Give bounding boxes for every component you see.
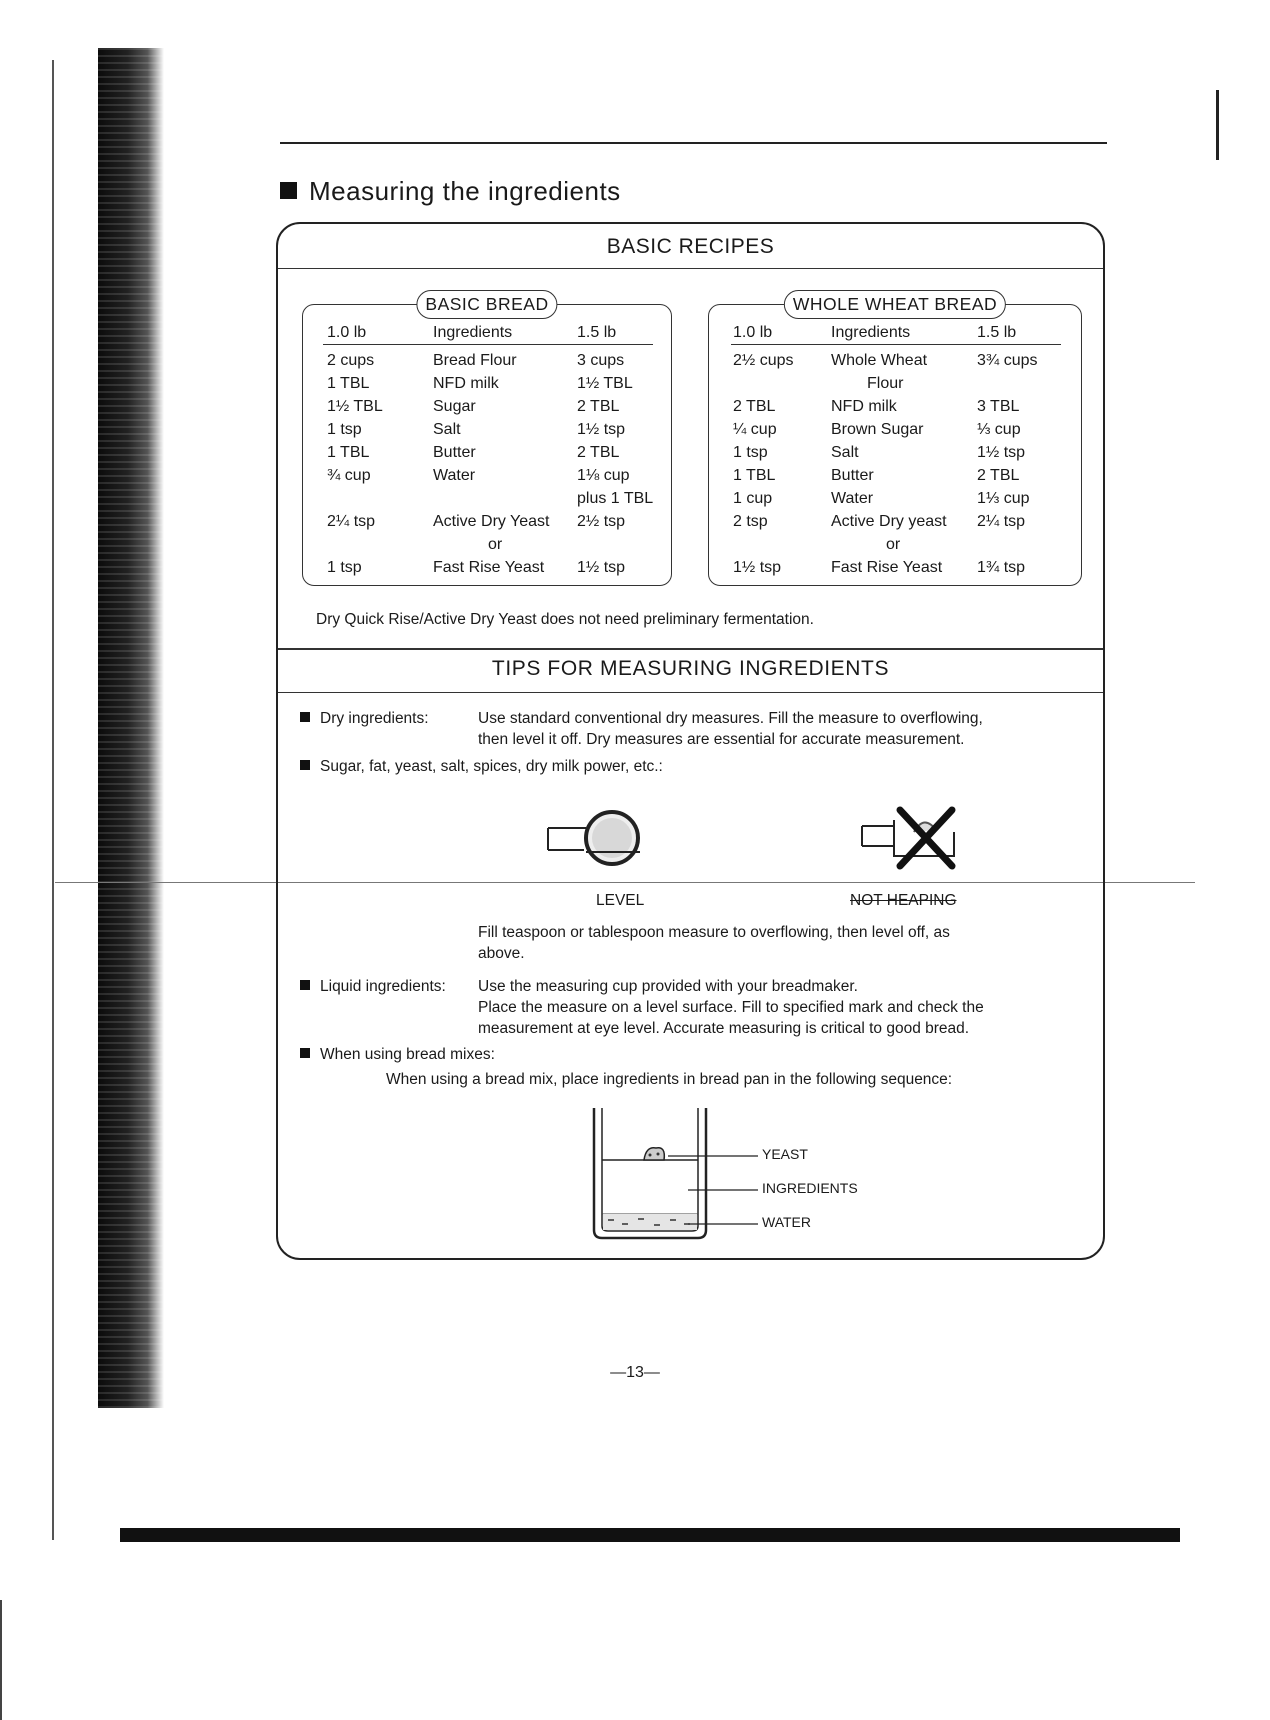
section-heading-text: Measuring the ingredients [309,176,621,206]
table-cell: Active Dry yeast [831,513,947,530]
bread-mixes-label [300,1044,495,1065]
level-spoon-figure [546,806,656,876]
dry-line-2: then level it off. Dry measures are essential for accurate measurement. [478,731,965,748]
table-cell: 2½ cups [733,352,794,369]
table-cell: 2 TBL [577,444,620,461]
recipes-frame [276,222,1105,1260]
fill-line-2: above. [478,945,525,962]
sugar-fat-label [300,756,663,777]
scan-mark-right [1216,90,1219,160]
table-cell: Whole Wheat [831,352,928,369]
yeast-layer-label: YEAST [762,1146,808,1162]
table-header-rule [323,344,653,345]
table-cell: Sugar [433,398,476,415]
table-cell: 3¾ cups [977,352,1038,369]
dry-label-text: Dry ingredients: [320,710,429,727]
scan-edge-line [52,60,54,1540]
table-cell: 1½ TBL [327,398,383,415]
table-cell: 1½ tsp [577,421,626,438]
table-cell: 2 tsp [733,513,768,530]
table-cell: ¾ cup [327,467,371,484]
table-cell: or [488,536,503,553]
table-cell: Flour [867,375,904,392]
table-cell: 1 TBL [327,444,370,461]
basic-bread-box [302,294,672,586]
bullet-square [300,980,310,990]
table-cell: 1½ tsp [977,444,1026,461]
liquid-line-1: Use the measuring cup provided with your breadmaker. [478,978,858,995]
title-rule [278,268,1103,269]
table-cell: Active Dry Yeast [433,513,550,530]
table-cell: 3 cups [577,352,625,369]
bullet-square [300,1048,310,1058]
bullet-square [300,712,310,722]
table-cell: Water [831,490,874,507]
table-cell: Salt [433,421,461,438]
heading-square-bullet [280,182,297,199]
table-header-cell: Ingredients [831,324,911,341]
table-cell: 1 TBL [733,467,776,484]
table-header-cell: 1.0 lb [733,324,773,341]
table-cell: Water [433,467,476,484]
not-heaping-spoon-figure [860,802,970,876]
dry-line-1: Use standard conventional dry measures. Fill the measure to overflowing, [478,710,983,727]
basic-recipes-title: BASIC RECIPES [606,235,775,258]
whole-wheat-bread-title: WHOLE WHEAT BREAD [784,290,1006,319]
table-header-cell: 1.0 lb [327,324,367,341]
table-cell: 1⅛ cup [577,467,630,484]
scan-binding-edge [98,48,164,1408]
fill-line-1: Fill teaspoon or tablespoon measure to overflowing, then level off, as [478,924,950,941]
table-header-rule [731,344,1061,345]
table-cell: 1 TBL [327,375,370,392]
table-cell: 1 tsp [327,559,362,576]
table-cell: 2¼ tsp [327,513,376,530]
liquid-ingredients-label [300,976,446,997]
table-cell: 2½ tsp [577,513,626,530]
tips-title: TIPS FOR MEASURING INGREDIENTS [491,657,890,680]
table-cell: 1½ tsp [577,559,626,576]
section-heading [280,176,621,207]
scan-edge-line-lower [0,1600,2,1720]
table-cell: 1½ TBL [577,375,633,392]
table-cell: Fast Rise Yeast [831,559,943,576]
bullet-square [300,760,310,770]
not-heaping-label: NOT HEAPING [850,892,957,909]
table-cell: 3 TBL [977,398,1020,415]
table-cell: 2 TBL [577,398,620,415]
sugar-label-text: Sugar, fat, yeast, salt, spices, dry milk power, etc.: [320,758,663,775]
table-cell: 1⅓ cup [977,490,1030,507]
table-cell: Fast Rise Yeast [433,559,545,576]
liquid-line-3: measurement at eye level. Accurate measuring is critical to good bread. [478,1020,970,1037]
table-cell: ¼ cup [733,421,777,438]
table-cell: or [886,536,901,553]
tips-rule-top [278,648,1103,650]
table-cell: 1 tsp [733,444,768,461]
mixes-label-text: When using bread mixes: [320,1046,495,1063]
table-cell: 1¾ tsp [977,559,1026,576]
water-layer-label: WATER [762,1214,811,1230]
table-cell: NFD milk [831,398,897,415]
table-cell: Brown Sugar [831,421,924,438]
table-cell: ⅓ cup [977,421,1021,438]
tips-rule-bottom [278,692,1103,693]
yeast-note: Dry Quick Rise/Active Dry Yeast does not need preliminary fermentation. [316,611,814,628]
table-cell: 2 TBL [977,467,1020,484]
liquid-label-text: Liquid ingredients: [320,978,446,995]
table-cell: Butter [433,444,476,461]
liquid-line-2: Place the measure on a level surface. Fill to specified mark and check the [478,999,984,1016]
whole-wheat-bread-box [708,294,1082,586]
dry-ingredients-label [300,708,429,729]
table-cell: NFD milk [433,375,499,392]
table-cell: Salt [831,444,859,461]
table-cell: 2 TBL [733,398,776,415]
table-header-cell: 1.5 lb [977,324,1017,341]
table-header-cell: Ingredients [433,324,513,341]
table-cell: 2 cups [327,352,375,369]
table-header-cell: 1.5 lb [577,324,617,341]
table-cell: plus 1 TBL [577,490,654,507]
level-label: LEVEL [596,892,645,909]
bread-mixes-line: When using a bread mix, place ingredients in bread pan in the following sequence: [386,1071,953,1088]
table-cell: 1½ tsp [733,559,782,576]
table-cell: 1 tsp [327,421,362,438]
table-cell: Bread Flour [433,352,517,369]
table-cell: Butter [831,467,874,484]
table-cell: 2¼ tsp [977,513,1026,530]
ingredients-layer-label: INGREDIENTS [762,1180,858,1196]
bread-pan-sequence-figure [588,1104,788,1244]
header-rule [280,142,1107,144]
basic-bread-table [323,322,663,582]
page-number: —13— [610,1364,660,1381]
whole-wheat-bread-table [731,322,1071,582]
basic-bread-title: BASIC BREAD [416,290,557,319]
scan-bottom-bar [120,1528,1180,1542]
table-cell: 1 cup [733,490,773,507]
